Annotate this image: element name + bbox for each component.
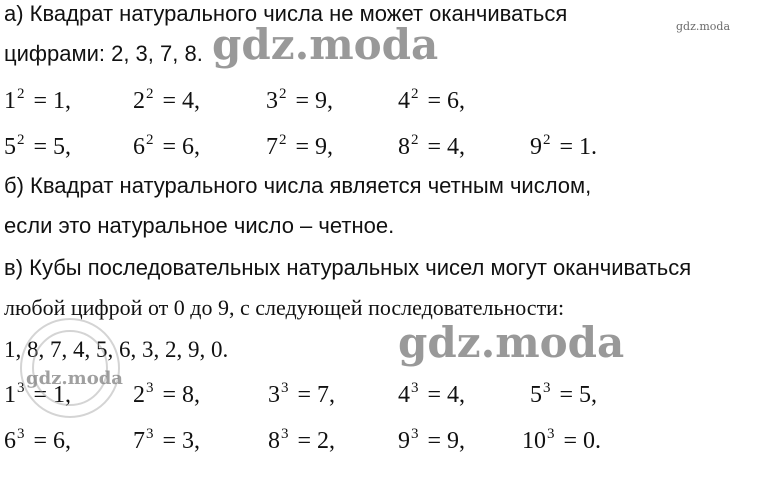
part-a-line-2 bbox=[4, 40, 203, 68]
part-v-line-1: в) Кубы последовательных натуральных чисел могут оканчиваться bbox=[4, 255, 692, 280]
cube-expression: $5^3 = 5$, bbox=[530, 380, 598, 408]
cube-endings-sequence: 1, 8, 7, 4, 5, 6, 3, 2, 9, 0. bbox=[4, 337, 229, 362]
square-expression: $6^2 = 6$, bbox=[133, 132, 201, 160]
watermark-stamp: gdz.moda bbox=[26, 368, 123, 389]
cube-expression: $10^3 = 0$. bbox=[522, 426, 602, 454]
square-expression: $3^2 = 9$, bbox=[266, 86, 334, 114]
cube-expression: $8^3 = 2$, bbox=[268, 426, 336, 454]
part-a-line-1: а) Квадрат натурального числа не может оканчиваться bbox=[4, 1, 568, 26]
square-expression: $4^2 = 6$, bbox=[398, 86, 466, 114]
watermark-corner: gdz.moda bbox=[676, 20, 731, 33]
part-a-line-2-text: цифрами: 2, 3, 7, 8. bbox=[4, 41, 203, 66]
cube-expression: $3^3 = 7$, bbox=[268, 380, 336, 408]
square-expression: $5^2 = 5$, bbox=[4, 132, 72, 160]
square-expression: $1^2 = 1$, bbox=[4, 86, 72, 114]
watermark-middle: gdz.moda bbox=[398, 318, 625, 367]
square-expression: $7^2 = 9$, bbox=[266, 132, 334, 160]
square-expression: $2^2 = 4$, bbox=[133, 86, 201, 114]
cube-expression: $7^3 = 3$, bbox=[133, 426, 201, 454]
cube-expression: $6^3 = 6$, bbox=[4, 426, 72, 454]
part-b-line-2: если это натуральное число – четное. bbox=[4, 213, 395, 238]
part-v-line-2: любой цифрой от 0 до 9, с следующей последовательности: bbox=[4, 295, 565, 320]
square-expression: $9^2 = 1$. bbox=[530, 132, 598, 160]
cube-expression: $1^3 = 1$, bbox=[4, 380, 72, 408]
cube-expression: $4^3 = 4$, bbox=[398, 380, 466, 408]
cube-expression: $9^3 = 9$, bbox=[398, 426, 466, 454]
part-b-line-1: б) Квадрат натурального числа является четным числом, bbox=[4, 173, 592, 198]
cube-expression: $2^3 = 8$, bbox=[133, 380, 201, 408]
watermark-upper: gdz.moda bbox=[212, 20, 439, 69]
square-expression: $8^2 = 4$, bbox=[398, 132, 466, 160]
